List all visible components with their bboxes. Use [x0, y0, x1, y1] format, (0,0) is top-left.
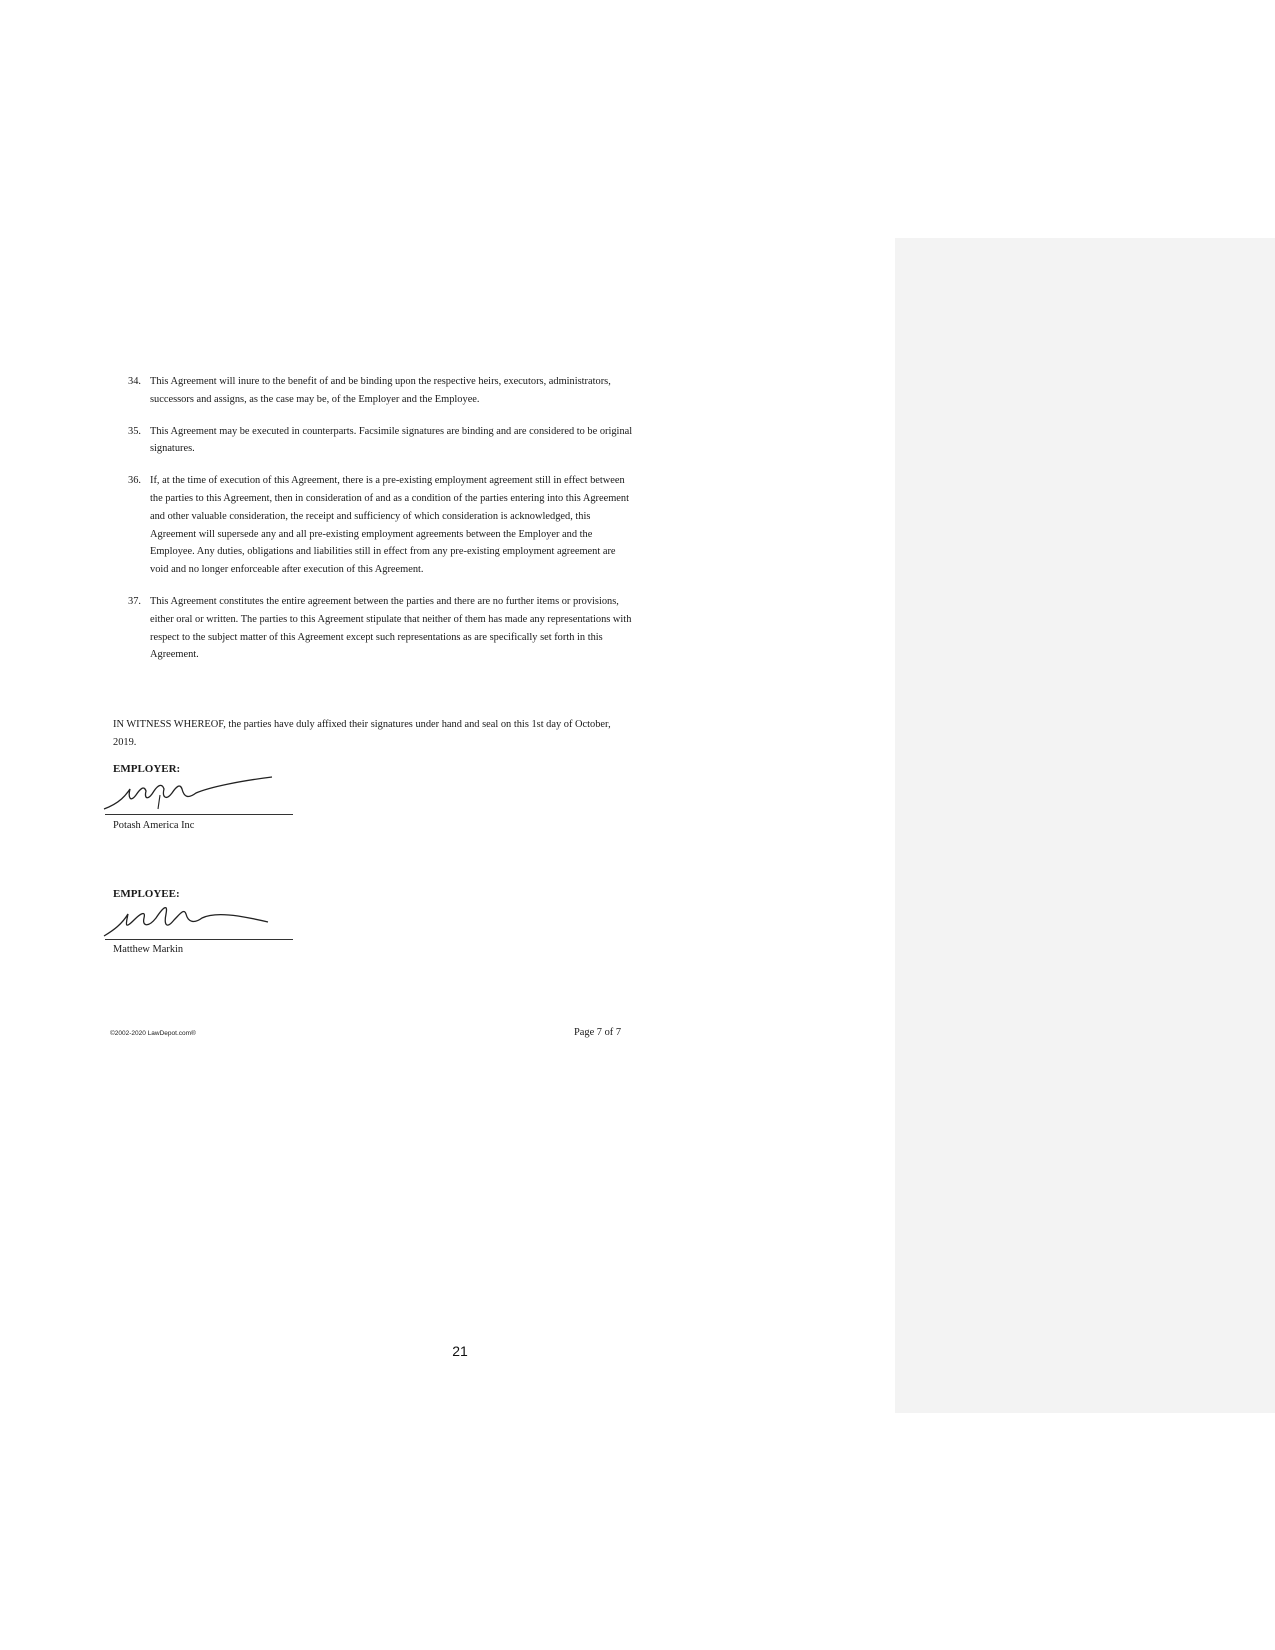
comment-pane	[895, 238, 1275, 1413]
clause-number: 36.	[128, 475, 141, 487]
employer-label: EMPLOYER:	[113, 763, 181, 775]
clause-text: This Agreement constitutes the entire agreement between the parties and there are no further items or provisions, either oral or written. The parties to this Agreement stipulate that neither of them has made any representations with respect to the subject matter of this Agreement except such representations as are specifically set forth in this Agreement.	[150, 595, 632, 661]
scanned-page	[100, 365, 640, 1055]
employer-signature	[100, 775, 300, 815]
clause-item	[128, 373, 633, 409]
employee-name: Matthew Markin	[113, 944, 184, 955]
employer-signature-line	[105, 814, 293, 815]
clause-text: This Agreement may be executed in counterparts. Facsimile signatures are binding and are considered to be original signatures.	[150, 425, 633, 455]
clause-text: This Agreement will inure to the benefit of and be binding upon the respective heirs, executors, administrators, successors and assigns, as the case may be, of the Employer and the Employee.	[150, 376, 611, 405]
clause-number: 37.	[128, 595, 141, 607]
footer-copyright: ©2002-2020 LawDepot.com®	[110, 1030, 196, 1037]
clause-item	[128, 472, 633, 579]
clause-text: If, at the time of execution of this Agreement, there is a pre-existing employment agreement still in effect between the parties to this Agreement, then in consideration of and as a condition of the parties entering into this Agreement and other valuable consideration, the receipt and sufficiency of which consideration is acknowledged, this Agreement will supersede any and all pre-existing employment agreements between the Employer and the Employee. Any duties, obligations and liabilities still in effect from any pre-existing employment agreement are void and no longer enforceable after execution of this Agreement.	[150, 475, 629, 576]
clause-list	[128, 373, 633, 678]
employee-label: EMPLOYEE:	[113, 888, 180, 900]
footer-page-count: Page 7 of 7	[574, 1027, 622, 1038]
clause-number: 35.	[128, 425, 141, 437]
clause-item	[128, 593, 633, 664]
employee-signature-line	[105, 939, 293, 940]
page-number: 21	[452, 1343, 468, 1359]
clause-number: 34.	[128, 376, 141, 387]
employee-signature	[100, 900, 300, 940]
employer-name: Potash America Inc	[113, 820, 195, 831]
witness-statement: IN WITNESS WHEREOF, the parties have duly affixed their signatures under hand and seal on this 1st day of October, 2019.	[113, 719, 611, 748]
clause-item	[128, 423, 633, 459]
